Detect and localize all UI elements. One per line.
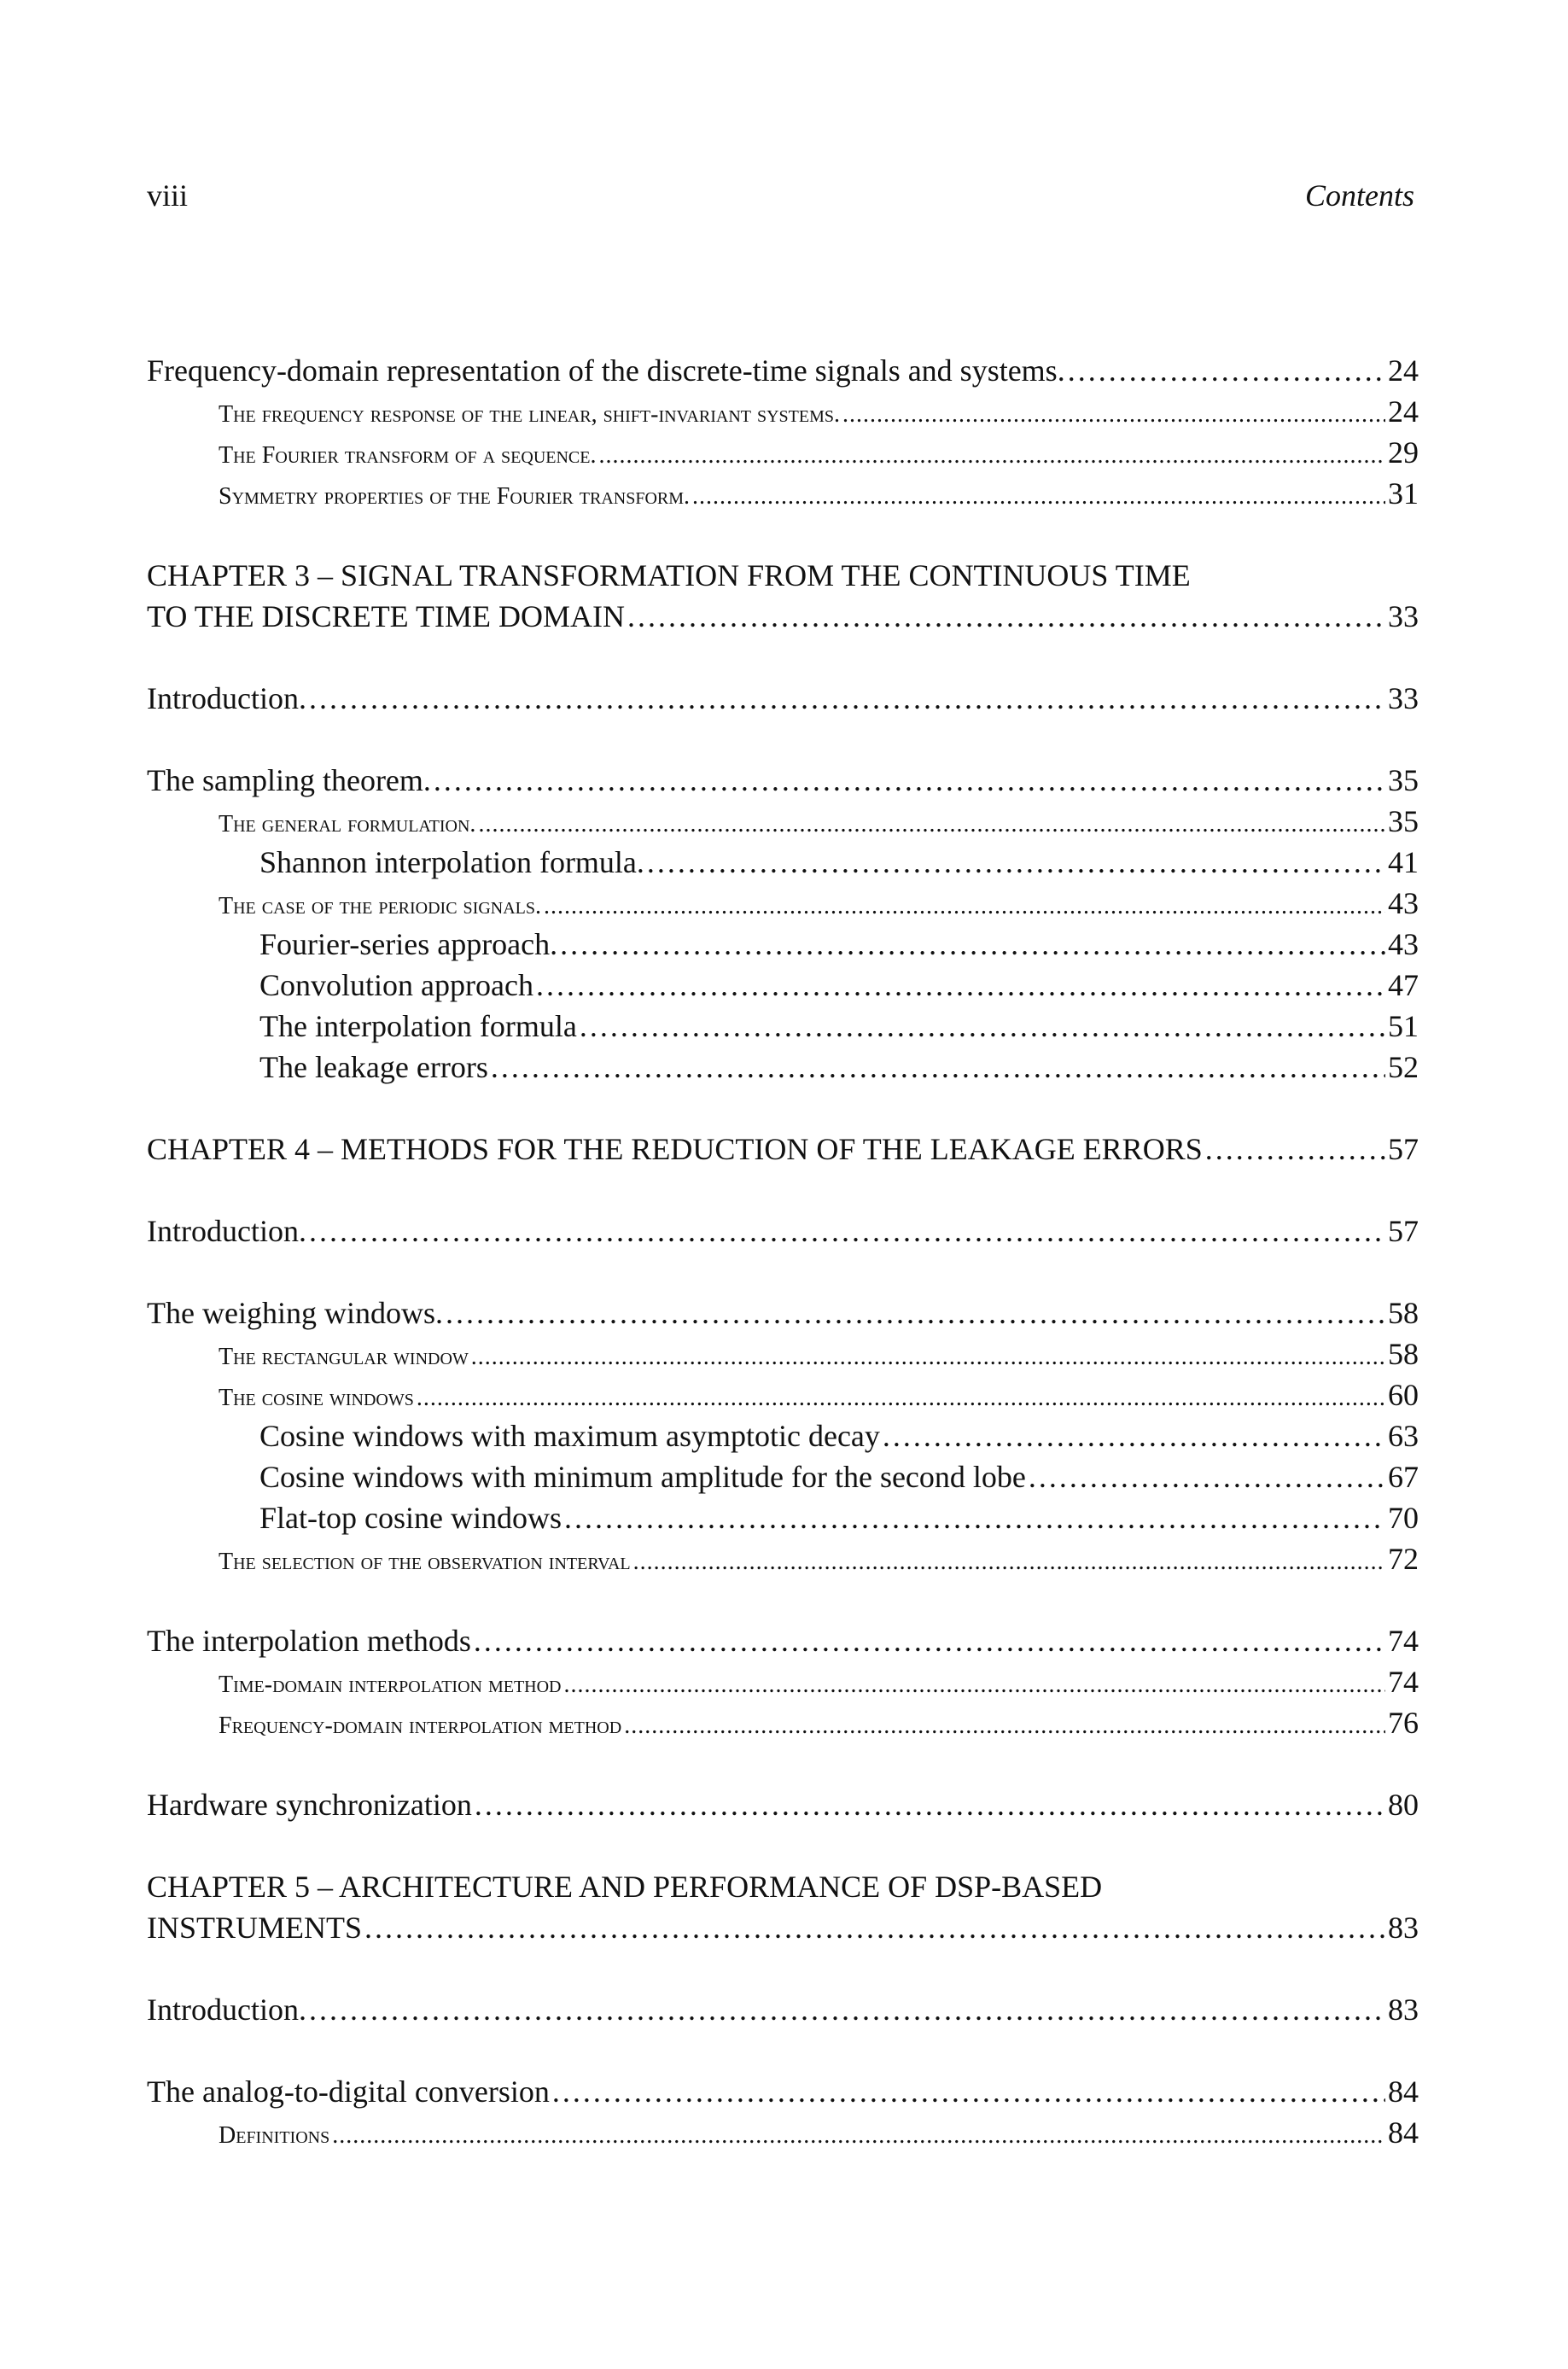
toc-entry-title: Shannon interpolation formula. — [259, 845, 644, 879]
toc-entry-page: 60 — [1388, 1378, 1419, 1412]
leader-dots — [842, 394, 1385, 435]
leader-dots — [627, 596, 1385, 637]
toc-entry-title: The interpolation formula — [259, 1009, 577, 1043]
toc-entry-page: 67 — [1388, 1460, 1419, 1494]
table-of-contents — [147, 350, 1419, 2153]
chapter-heading[interactable] — [147, 1129, 1419, 1170]
toc-entry-page: 84 — [1388, 2074, 1419, 2109]
toc-entry-page: 80 — [1388, 1788, 1419, 1822]
toc-entry-title: Hardware synchronization — [147, 1788, 472, 1822]
toc-entry-page: 35 — [1388, 804, 1419, 838]
toc-entry-title: The frequency response of the linear, shift-invariant systems. — [219, 401, 841, 428]
toc-entry[interactable] — [147, 350, 1419, 391]
toc-entry-title: The general formulation. — [219, 811, 476, 837]
toc-entry[interactable] — [147, 473, 1419, 514]
toc-entry-title: The analog-to-digital conversion — [147, 2074, 550, 2109]
toc-entry[interactable] — [147, 1538, 1419, 1579]
toc-entry-page: 43 — [1388, 927, 1419, 961]
leader-dots — [1205, 1129, 1385, 1170]
toc-entry-page: 24 — [1388, 353, 1419, 388]
leader-dots — [647, 842, 1385, 883]
leader-dots — [364, 1907, 1385, 1948]
toc-entry[interactable] — [147, 760, 1419, 801]
toc-entry-title: Frequency-domain representation of the discrete-time signals and systems. — [147, 353, 1065, 388]
toc-entry[interactable] — [147, 432, 1419, 473]
toc-entry-page: 58 — [1388, 1296, 1419, 1330]
toc-entry-page: 51 — [1388, 1009, 1419, 1043]
leader-dots — [544, 886, 1385, 927]
leader-dots — [474, 1620, 1385, 1661]
page-number: viii — [147, 178, 189, 213]
toc-entry[interactable] — [147, 1292, 1419, 1333]
toc-entry[interactable] — [147, 1989, 1419, 2030]
toc-entry-title: Definitions — [219, 2122, 330, 2149]
toc-entry-title: The cosine windows — [219, 1385, 414, 1411]
leader-dots — [491, 1047, 1385, 1088]
toc-entry-title: The selection of the observation interval — [219, 1549, 631, 1575]
leader-dots — [599, 435, 1386, 476]
leader-dots — [309, 678, 1385, 719]
toc-entry-title: Cosine windows with minimum amplitude for the second lobe — [259, 1460, 1026, 1494]
leader-dots — [883, 1415, 1385, 1456]
leader-dots — [417, 1378, 1385, 1419]
toc-entry-page: 35 — [1388, 763, 1419, 797]
chapter-title-line: CHAPTER 5 – ARCHITECTURE AND PERFORMANCE OF DSP-BASED — [147, 1870, 1103, 1904]
toc-entry-page: 33 — [1388, 599, 1419, 633]
toc-entry[interactable] — [147, 1415, 1419, 1456]
toc-entry-title: The weighing windows. — [147, 1296, 443, 1330]
toc-entry-title: The case of the periodic signals. — [219, 893, 542, 919]
leader-dots — [309, 1989, 1385, 2030]
toc-entry-page: 33 — [1388, 681, 1419, 715]
leader-dots — [624, 1706, 1385, 1747]
toc-entry[interactable] — [147, 1784, 1419, 1825]
leader-dots — [552, 2071, 1385, 2112]
toc-entry[interactable] — [147, 883, 1419, 924]
toc-entry[interactable] — [147, 1211, 1419, 1252]
chapter-heading[interactable] — [147, 1866, 1419, 1948]
chapter-title-line: CHAPTER 3 – SIGNAL TRANSFORMATION FROM THE CONTINUOUS TIME — [147, 558, 1191, 592]
toc-entry[interactable] — [147, 1374, 1419, 1415]
toc-entry-page: 70 — [1388, 1501, 1419, 1535]
toc-entry[interactable] — [147, 391, 1419, 432]
toc-entry[interactable] — [147, 1661, 1419, 1702]
chapter-title-line: TO THE DISCRETE TIME DOMAIN — [147, 599, 625, 633]
toc-entry-page: 29 — [1388, 435, 1419, 470]
toc-entry-title: Introduction. — [147, 681, 306, 715]
toc-entry-page: 58 — [1388, 1337, 1419, 1371]
toc-entry-page: 83 — [1388, 1911, 1419, 1945]
toc-entry-title: Fourier-series approach. — [259, 927, 558, 961]
toc-entry-title: Symmetry properties of the Fourier transform. — [219, 483, 691, 510]
toc-entry-title: Introduction. — [147, 1993, 306, 2027]
leader-dots — [446, 1292, 1385, 1333]
leader-dots — [692, 476, 1385, 517]
leader-dots — [580, 1006, 1385, 1047]
toc-entry[interactable] — [147, 1497, 1419, 1538]
chapter-title-line: INSTRUMENTS — [147, 1911, 363, 1945]
toc-entry-page: 72 — [1388, 1542, 1419, 1576]
toc-entry[interactable] — [147, 1620, 1419, 1661]
toc-entry-page: 57 — [1388, 1214, 1419, 1248]
toc-entry-title: The sampling theorem. — [147, 763, 431, 797]
toc-entry-page: 84 — [1388, 2115, 1419, 2150]
leader-dots — [478, 804, 1385, 845]
toc-entry-title: Introduction. — [147, 1214, 306, 1248]
toc-entry-title: Convolution approach — [259, 968, 533, 1002]
leader-dots — [564, 1497, 1385, 1538]
chapter-heading[interactable] — [147, 555, 1419, 637]
toc-entry-page: 83 — [1388, 1993, 1419, 2027]
toc-entry[interactable] — [147, 1333, 1419, 1374]
leader-dots — [1068, 350, 1385, 391]
toc-entry-title: Cosine windows with maximum asymptotic decay — [259, 1419, 880, 1453]
leader-dots — [471, 1337, 1385, 1378]
leader-dots — [564, 1665, 1385, 1706]
page-header — [147, 178, 1414, 229]
toc-entry-title: Frequency-domain interpolation method — [219, 1713, 622, 1739]
toc-entry[interactable] — [147, 801, 1419, 842]
chapter-title-line: CHAPTER 4 – METHODS FOR THE REDUCTION OF THE LEAKAGE ERRORS — [147, 1132, 1203, 1166]
toc-entry[interactable] — [147, 1456, 1419, 1497]
leader-dots — [475, 1784, 1385, 1825]
toc-entry-page: 57 — [1388, 1132, 1419, 1166]
toc-entry[interactable] — [147, 965, 1419, 1006]
toc-entry[interactable] — [147, 1047, 1419, 1088]
leader-dots — [560, 924, 1385, 965]
leader-dots — [1029, 1456, 1385, 1497]
leader-dots — [536, 965, 1385, 1006]
toc-entry[interactable] — [147, 678, 1419, 719]
toc-entry[interactable] — [147, 2112, 1419, 2153]
toc-entry-page: 52 — [1388, 1050, 1419, 1084]
toc-entry[interactable] — [147, 2071, 1419, 2112]
toc-entry-title: The Fourier transform of a sequence. — [219, 442, 597, 469]
toc-entry-page: 47 — [1388, 968, 1419, 1002]
toc-entry[interactable] — [147, 1702, 1419, 1743]
leader-dots — [332, 2115, 1385, 2156]
toc-entry-title: Time-domain interpolation method — [219, 1672, 562, 1698]
toc-entry-page: 43 — [1388, 886, 1419, 920]
toc-entry-page: 63 — [1388, 1419, 1419, 1453]
toc-entry-page: 74 — [1388, 1665, 1419, 1699]
toc-entry-title: The rectangular window — [219, 1344, 469, 1370]
toc-entry-page: 24 — [1388, 394, 1419, 429]
toc-entry-page: 76 — [1388, 1706, 1419, 1740]
toc-entry-page: 41 — [1388, 845, 1419, 879]
toc-entry-title: The leakage errors — [259, 1050, 488, 1084]
toc-entry-title: Flat-top cosine windows — [259, 1501, 562, 1535]
toc-entry[interactable] — [147, 924, 1419, 965]
toc-entry-page: 74 — [1388, 1624, 1419, 1658]
leader-dots — [309, 1211, 1385, 1252]
toc-entry-page: 31 — [1388, 476, 1419, 511]
toc-entry[interactable] — [147, 1006, 1419, 1047]
toc-entry-title: The interpolation methods — [147, 1624, 471, 1658]
leader-dots — [633, 1542, 1385, 1583]
running-head: Contents — [1304, 178, 1414, 213]
leader-dots — [434, 760, 1385, 801]
toc-entry[interactable] — [147, 842, 1419, 883]
